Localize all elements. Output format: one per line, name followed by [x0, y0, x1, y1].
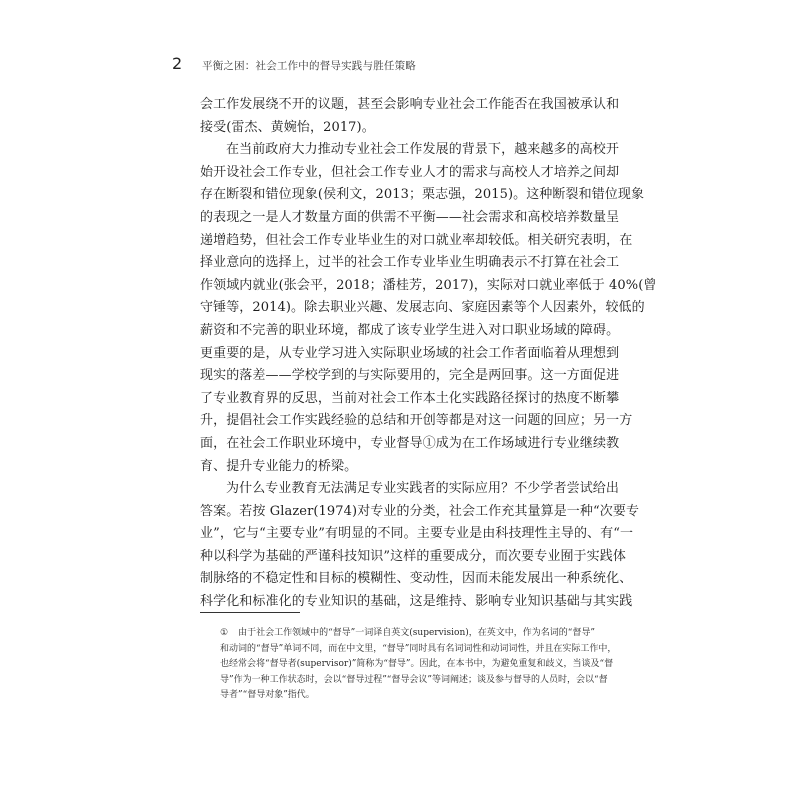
text-line: 答案。若按 Glazer(1974)对专业的分类，社会工作充其量算是一种“次要专: [200, 503, 640, 519]
text-line: 存在断裂和错位现象(侯利文，2013；栗志强，2015)。这种断裂和错位现象: [200, 187, 645, 203]
text-line: 业”，它与“主要专业”有明显的不同。主要专业是由科技理性主导的、有“一: [200, 526, 634, 542]
text-line: 了专业教育界的反思，当前对社会工作本土化实践路径探讨的热度不断攀: [200, 390, 620, 406]
footnote-marker: ①: [220, 628, 229, 638]
text-line: 升，提倡社会工作实践经验的总结和开创等都是对这一问题的回应；另一方: [200, 413, 633, 429]
text-line: 作领域内就业(张会平，2018；潘桂芳，2017)，实际对口就业率低于 40%(曾: [200, 277, 657, 293]
text-line: 守锤等，2014)。除去职业兴趣、发展志向、家庭因素等个人因素外，较低的: [200, 300, 645, 316]
text-line: 薪资和不完善的职业环境，都成了该专业学生进入对口职业场域的障碍。: [200, 322, 620, 338]
text-line: 面，在社会工作职业环境中，专业督导①成为在工作场域进行专业继续教: [200, 435, 620, 451]
text-line: 更重要的是，从专业学习进入实际职业场域的社会工作者面临着从理想到: [200, 345, 620, 361]
text-line: 科学化和标准化的专业知识的基础，这是维持、影响专业知识基础与其实践: [200, 594, 633, 610]
text-line: 现实的落差——学校学到的与实际要用的，完全是两回事。这一方面促进: [200, 368, 620, 384]
text-line: 在当前政府大力推动专业社会工作发展的背景下，越来越多的高校开: [226, 142, 620, 158]
text-line: 始开设社会工作专业，但社会工作专业人才的需求与高校人才培养之间却: [200, 164, 620, 180]
footnote-line: 导者”“督导对象”指代。: [220, 690, 315, 701]
text-line: 递增趋势，但社会工作专业毕业生的对口就业率却较低。相关研究表明，在: [200, 232, 633, 248]
footnote-line: 导”作为一种工作状态时，会以“督导过程”“督导会议”等词阐述；谈及参与督导的人员时，会以“督: [220, 674, 608, 685]
footnote: [200, 626, 617, 704]
text-line: 的表现之一是人才数量方面的供需不平衡——社会需求和高校培养数量呈: [200, 209, 620, 225]
text-line: 育、提升专业能力的桥梁。: [200, 458, 358, 474]
footnote-divider: [200, 612, 300, 613]
text-line: 接受(雷杰、黄婉怡，2017)。: [200, 119, 375, 135]
running-header-title: 平衡之困：社会工作中的督导实践与胜任策略: [202, 60, 416, 72]
text-line: 择业意向的选择上，过半的社会工作专业毕业生明确表示不打算在社会工: [200, 255, 620, 271]
text-line: 为什么专业教育无法满足专业实践者的实际应用？不少学者尝试给出: [226, 481, 620, 497]
footnote-line: 和动词的“督导”单词不同，而在中文里，“督导”同时具有名词词性和动词词性，并且在实际工作中，: [220, 643, 617, 654]
running-header: [172, 54, 612, 73]
body-text: [200, 94, 657, 614]
footnote-first-line: [200, 626, 608, 642]
page-number: 2: [172, 54, 183, 73]
footnote-line: 也经常会将“督导者(supervisor)”简称为“督导”。因此，在本书中，为避免重复和歧义，当谈及“督: [220, 659, 614, 670]
text-line: 种以科学为基础的严谨科技知识”这样的重要成分，而次要专业囿于实践体: [200, 548, 626, 564]
text-line: 会工作发展绕不开的议题，甚至会影响专业社会工作能否在我国被承认和: [200, 97, 620, 112]
footnote-text: 由于社会工作领域中的“督导”一词译自英文(supervision)，在英文中，作为名词的“督导”: [238, 628, 595, 638]
text-line: 制脉络的不稳定性和目标的模糊性、变动性，因而未能发展出一种系统化、: [200, 571, 633, 587]
